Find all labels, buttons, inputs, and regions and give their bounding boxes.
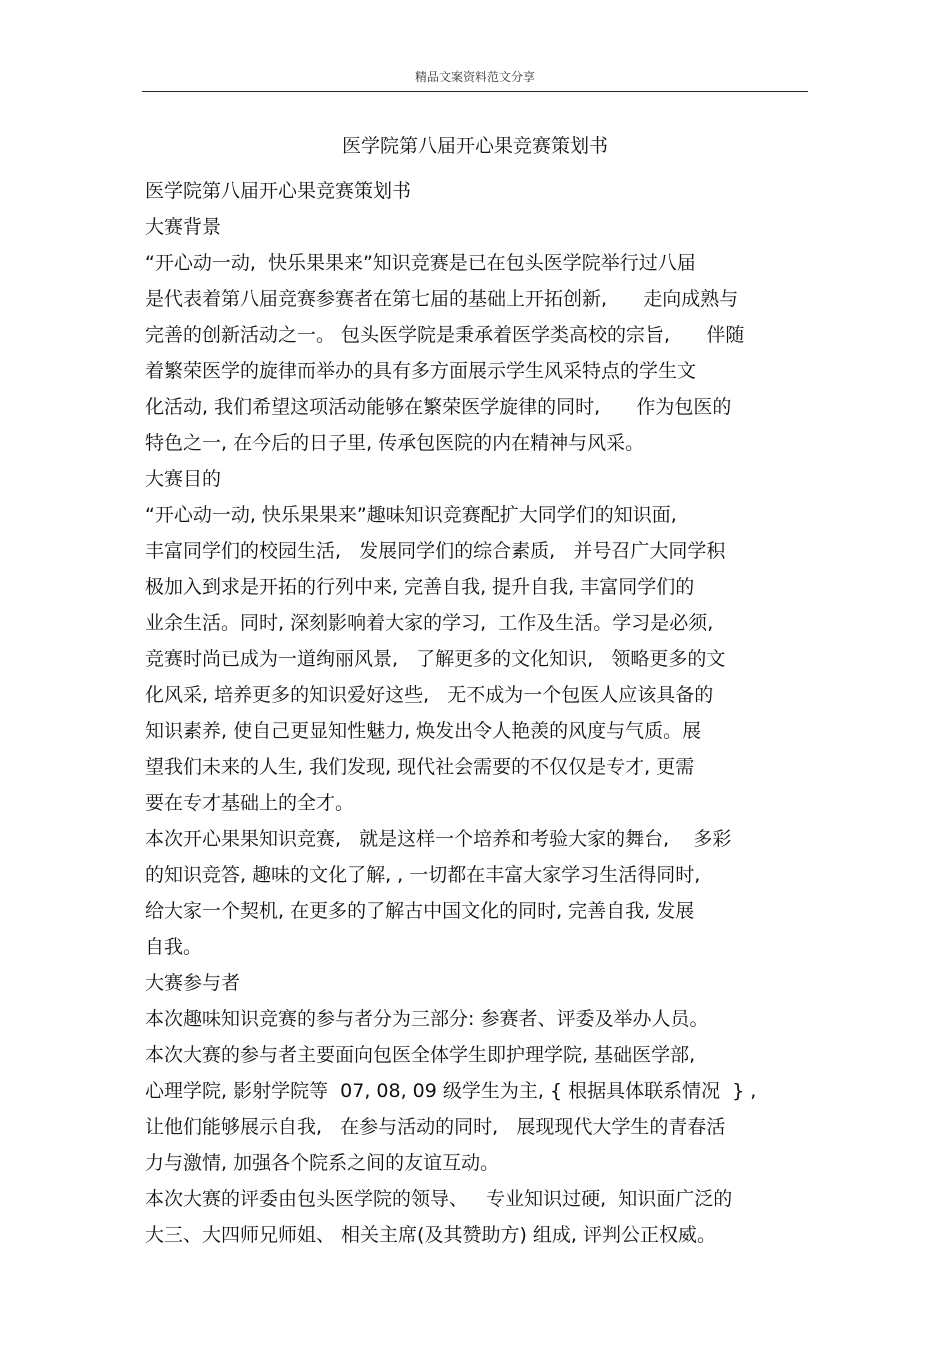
section-heading: 大赛目的: [145, 468, 222, 490]
body-line: 大三、大四师兄师姐、 相关主席(及其赞助方) 组成, 评判公正权威。: [145, 1224, 716, 1246]
body-line: 完善的创新活动之一。 包头医学院是秉承着医学类高校的宗旨, 伴随: [145, 324, 745, 346]
body-line: 本次趣味知识竞赛的参与者分为三部分: 参赛者、评委及举办人员。: [145, 1008, 709, 1030]
body-line: 要在专才基础上的全才。: [145, 792, 355, 814]
body-line: 望我们未来的人生, 我们发现, 现代社会需要的不仅仅是专才, 更需: [145, 756, 695, 778]
document-title: 医学院第八届开心果竞赛策划书: [341, 135, 608, 157]
body-line: 本次大赛的评委由包头医学院的领导、 专业知识过硬, 知识面广泛的: [145, 1188, 733, 1210]
header-divider: [142, 91, 808, 92]
body-line: 让他们能够展示自我, 在参与活动的同时, 展现现代大学生的青春活: [145, 1116, 726, 1138]
body-line: 丰富同学们的校园生活, 发展同学们的综合素质, 并号召广大同学积: [145, 540, 726, 562]
body-line: 特色之一, 在今后的日子里, 传承包医院的内在精神与风采。: [145, 432, 645, 454]
body-line: 医学院第八届开心果竞赛策划书: [145, 180, 412, 202]
body-line: 给大家一个契机, 在更多的了解古中国文化的同时, 完善自我, 发展: [145, 900, 695, 922]
body-line: 极加入到求是开拓的行列中来, 完善自我, 提升自我, 丰富同学们的: [145, 576, 695, 598]
page-header: 精品文案资料范文分享: [414, 70, 535, 84]
body-line: 心理学院, 影射学院等 07, 08, 09 级学生为主, { 根据具体联系情况 } ,: [145, 1080, 757, 1102]
body-line: “开心动一动, 快乐果果来”趣味知识竞赛配扩大同学们的知识面,: [145, 504, 677, 526]
body-line: 知识素养, 使自己更显知性魅力, 焕发出令人艳羡的风度与气质。展: [145, 720, 702, 742]
body-line: 本次开心果果知识竞赛, 就是这样一个培养和考验大家的舞台, 多彩: [145, 828, 732, 850]
body-line: 力与激情, 加强各个院系之间的友谊互动。: [145, 1152, 500, 1174]
section-heading: 大赛参与者: [145, 972, 241, 994]
body-line: 化活动, 我们希望这项活动能够在繁荣医学旋律的同时, 作为包医的: [145, 396, 732, 418]
section-heading: 大赛背景: [145, 216, 222, 238]
body-line: “开心动一动, 快乐果果来”知识竞赛是已在包头医学院举行过八届: [145, 252, 696, 274]
body-line: 是代表着第八届竞赛参赛者在第七届的基础上开拓创新, 走向成熟与: [145, 288, 739, 310]
body-line: 着繁荣医学的旋律而举办的具有多方面展示学生风采特点的学生文: [145, 360, 697, 382]
body-line: 本次大赛的参与者主要面向包医全体学生即护理学院, 基础医学部,: [145, 1044, 696, 1066]
body-line: 自我。: [145, 936, 203, 958]
body-line: 业余生活。同时, 深刻影响着大家的学习, 工作及生活。学习是必须,: [145, 612, 714, 634]
body-line: 竞赛时尚已成为一道绚丽风景, 了解更多的文化知识, 领略更多的文: [145, 648, 726, 670]
body-line: 化风采, 培养更多的知识爱好这些, 无不成为一个包医人应该具备的: [145, 684, 714, 706]
body-line: 的知识竞答, 趣味的文化了解, , 一切都在丰富大家学习生活得同时,: [145, 864, 701, 886]
document-body: [145, 173, 813, 1253]
